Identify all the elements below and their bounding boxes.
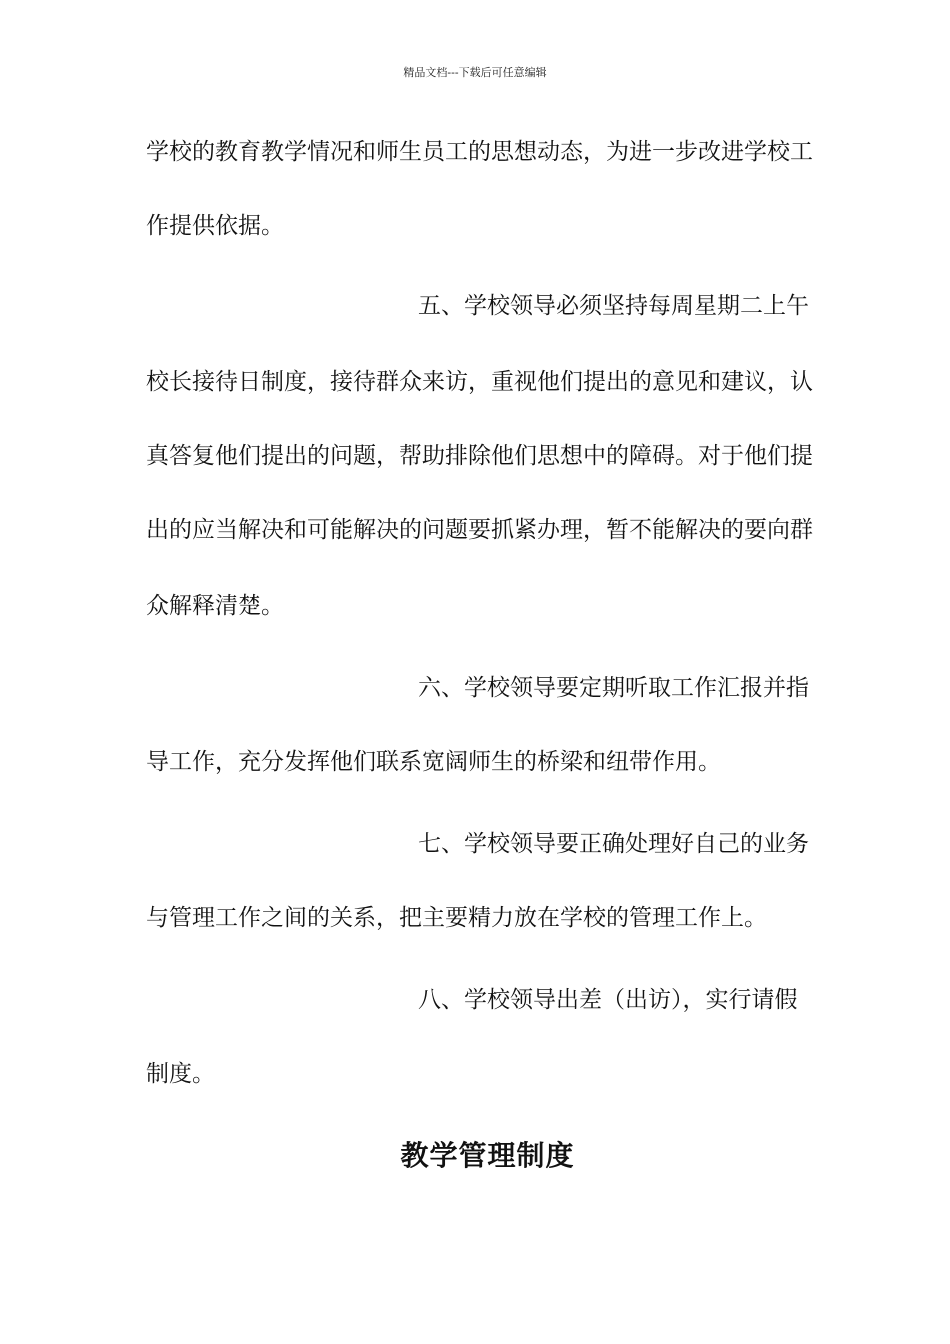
body-line: 与管理工作之间的关系，把主要精力放在学校的管理工作上。	[146, 905, 767, 931]
body-line: 出的应当解决和可能解决的问题要抓紧办理，暂不能解决的要向群	[146, 517, 813, 543]
page-header-watermark: 精品文档---下载后可任意编辑	[403, 66, 547, 79]
body-line: 学校的教育教学情况和师生员工的思想动态，为进一步改进学校工	[146, 139, 813, 165]
body-line: 真答复他们提出的问题，帮助排除他们思想中的障碍。对于他们提	[146, 443, 813, 469]
clause-6-heading-line: 六、学校领导要定期听取工作汇报并指	[418, 675, 809, 701]
section-title: 教学管理制度	[400, 1139, 575, 1172]
body-line: 制度。	[146, 1061, 215, 1087]
body-line: 导工作，充分发挥他们联系宽阔师生的桥梁和纽带作用。	[146, 749, 721, 775]
body-line: 校长接待日制度，接待群众来访，重视他们提出的意见和建议，认	[146, 369, 813, 395]
clause-8-heading-line: 八、学校领导出差（出访），实行请假	[418, 987, 798, 1013]
clause-5-heading-line: 五、学校领导必须坚持每周星期二上午	[418, 293, 809, 319]
body-line: 作提供依据。	[146, 213, 284, 239]
clause-7-heading-line: 七、学校领导要正确处理好自己的业务	[418, 831, 809, 857]
body-line: 众解释清楚。	[146, 593, 284, 619]
